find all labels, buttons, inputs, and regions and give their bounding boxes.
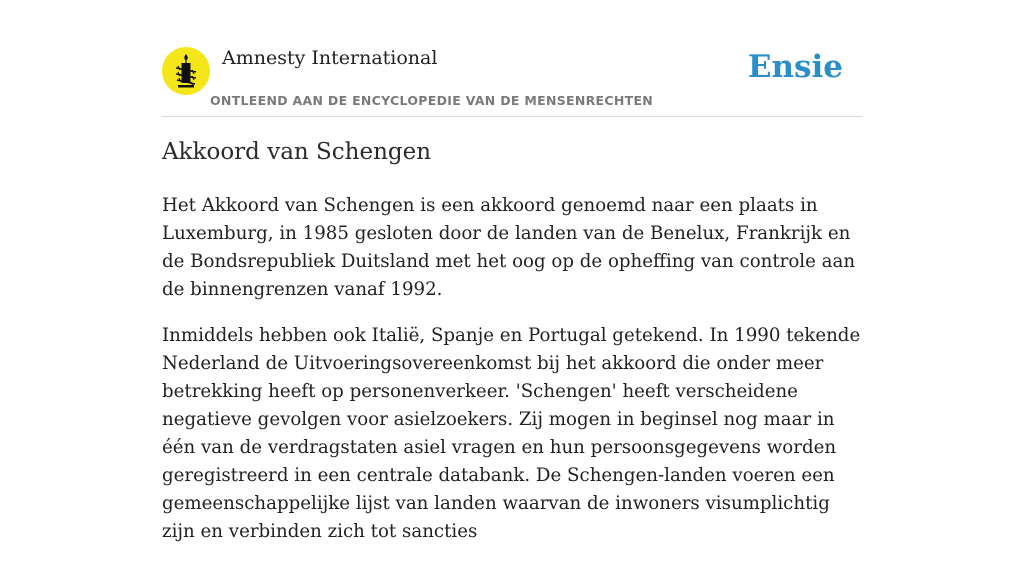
- article-paragraph: Inmiddels hebben ook Italië, Spanje en Portugal getekend. In 1990 tekende Nederland de Uitvoeringsovereenkomst bij het akkoord die onder meer betrekking heeft op personenverkeer. 'Schengen' heeft verscheidene negatieve gevolgen voor asielzoekers. Zij mogen in beginsel nog maar in één van de verdragstaten asiel vragen en hun persoonsgegevens worden geregistreerd in een centrale databank. De Schengen-landen voeren een gemeenschappelijke lijst van landen waarvan de inwoners visumplichtig zijn en verbinden zich tot sancties: [162, 325, 861, 542]
- brand-logo[interactable]: Ensie: [747, 49, 843, 85]
- page-title: Akkoord van Schengen: [162, 139, 432, 165]
- candle-in-barbed-wire-icon[interactable]: [162, 47, 210, 95]
- site-header: [162, 46, 862, 117]
- article-body: [162, 192, 862, 564]
- org-name[interactable]: Amnesty International: [222, 47, 438, 69]
- source-attribution: ONTLEEND AAN DE ENCYCLOPEDIE VAN DE MENSENRECHTEN: [210, 93, 654, 108]
- article-paragraph: Het Akkoord van Schengen is een akkoord genoemd naar een plaats in Luxemburg, in 1985 gesloten door de landen van de Benelux, Frankrijk en de Bondsrepubliek Duitsland met het oog op de opheffing van controle aan de binnengrenzen vanaf 1992.: [162, 195, 856, 300]
